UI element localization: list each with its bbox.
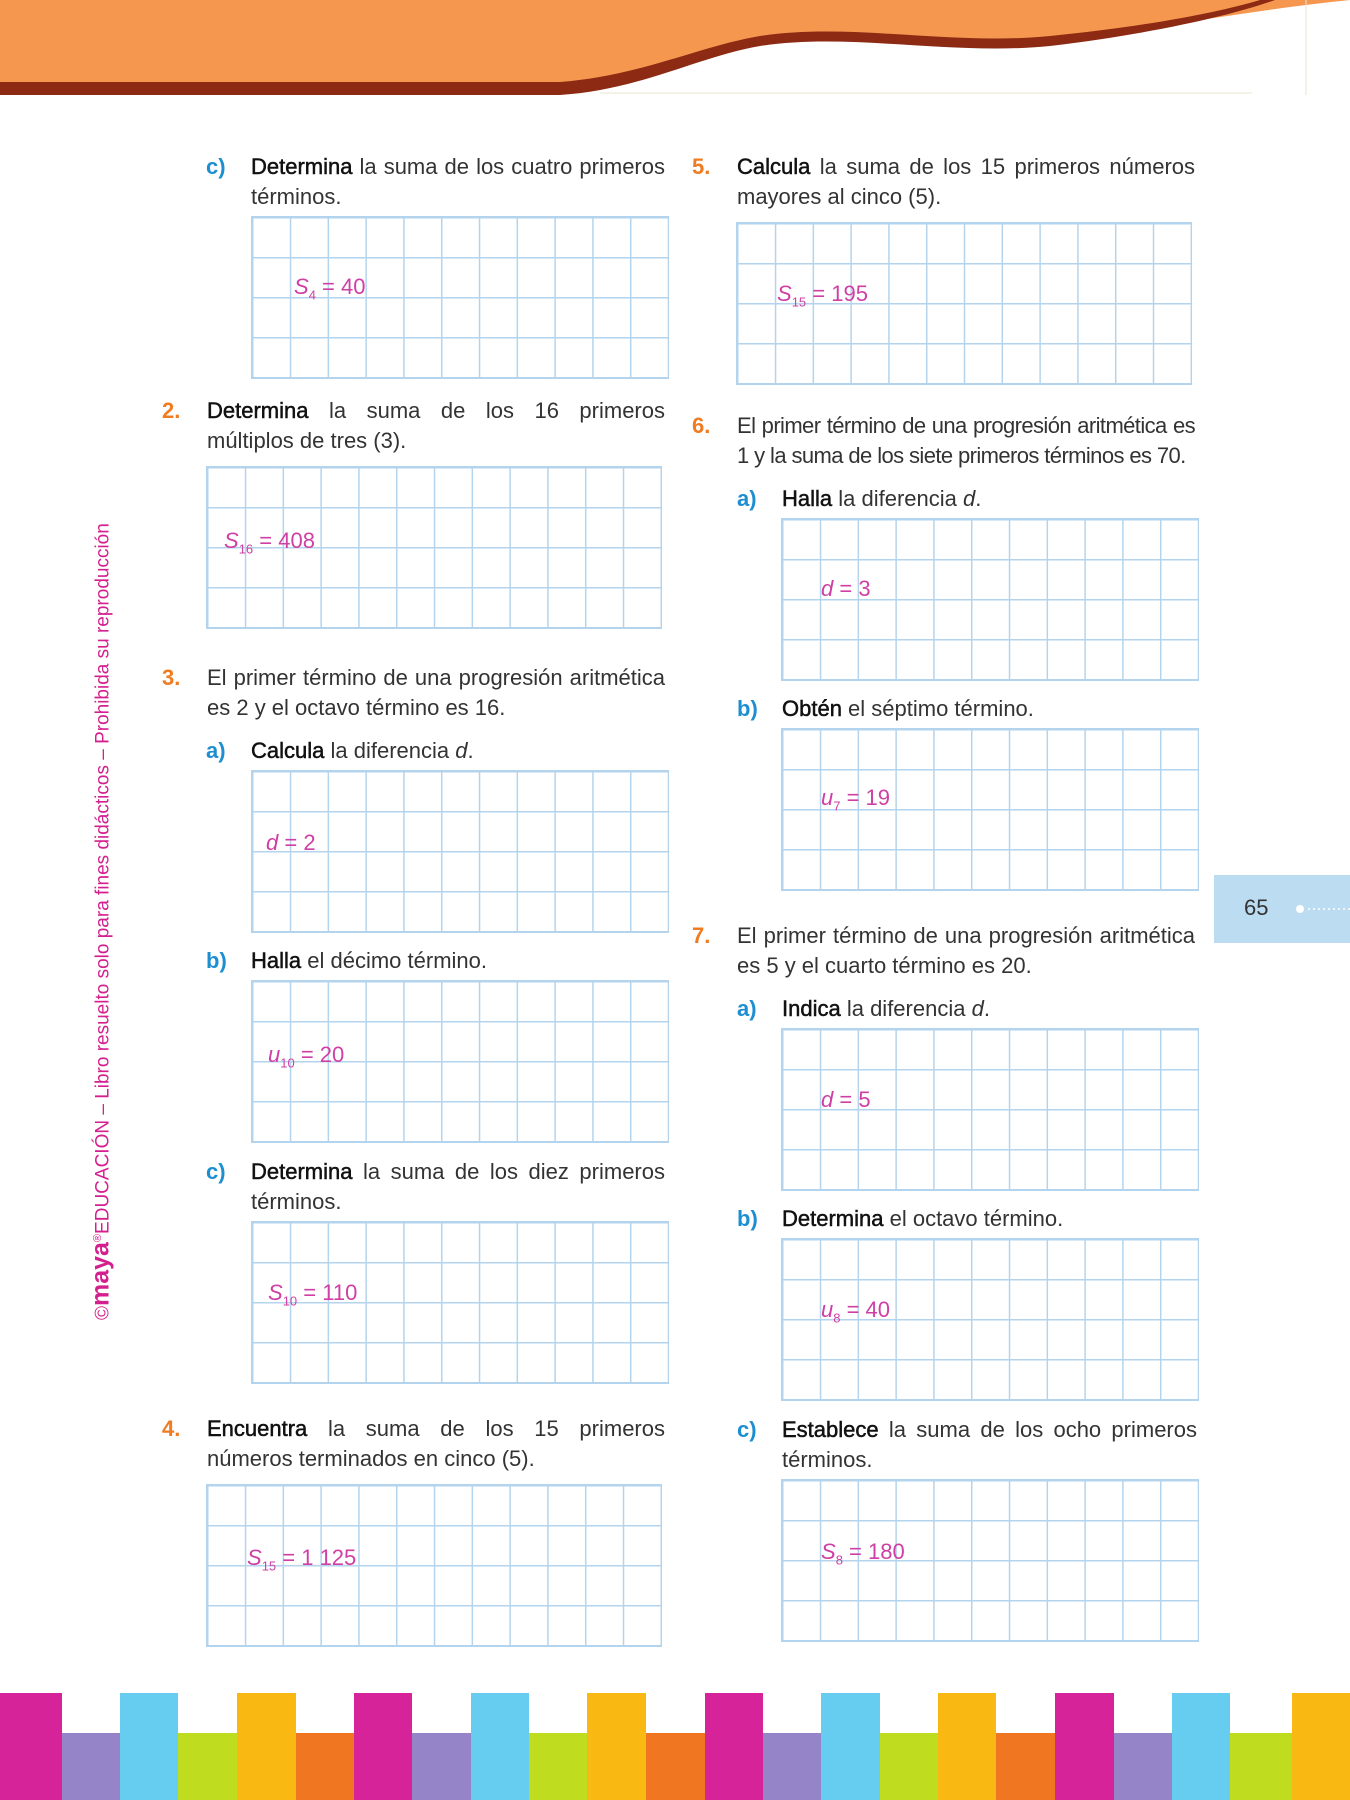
question-text: el décimo término.: [301, 948, 487, 973]
question-number: 7.: [692, 923, 711, 948]
page-number: 65: [1244, 895, 1269, 920]
question-7b: [737, 1204, 1197, 1234]
answer-7b: $u_8 = 40$: [821, 1297, 891, 1326]
question-verb: Obtén: [782, 696, 842, 721]
page-number-tab: [1214, 875, 1350, 943]
copyright-symbol: ©: [92, 1306, 114, 1320]
question-variable: d: [455, 738, 468, 763]
question-verb: Determina: [782, 1206, 884, 1231]
answer-2: $S_{16} = 408$: [224, 528, 315, 557]
header-band: [0, 0, 1350, 100]
question-text: la suma de los 15 primeros números terminados en cinco (5).: [207, 1416, 665, 1471]
question-3: [162, 663, 665, 723]
question-3b: [206, 946, 665, 976]
question-6a: a) Halla la diferencia d.: [737, 484, 1197, 514]
question-number: 4.: [162, 1416, 181, 1441]
question-verb: Determina: [251, 154, 353, 179]
question-text: El primer término de una progresión aritmética es 5 y el cuarto término es 20.: [737, 923, 1195, 978]
brand-logo: maya: [86, 1242, 115, 1306]
question-text: la diferencia: [324, 738, 456, 763]
question-5: [692, 152, 1195, 212]
question-verb: Calcula: [737, 154, 811, 179]
question-number: 6.: [692, 413, 711, 438]
question-verb: Establece: [782, 1417, 879, 1442]
question-verb: Halla: [782, 486, 833, 511]
question-2: [162, 396, 665, 456]
question-6b: [737, 694, 1197, 724]
question-3c: [206, 1157, 665, 1217]
question-verb: Determina: [251, 1159, 353, 1184]
question-1c: [206, 152, 665, 212]
question-6: [692, 411, 1195, 471]
question-text: la suma de los ocho primeros términos.: [782, 1417, 1197, 1472]
answer-6b: $u_7 = 19$: [821, 785, 891, 814]
question-text: el octavo término.: [883, 1206, 1064, 1231]
copyright-side-text: [80, 480, 116, 1320]
answer-3b: $u_{10} = 20$: [268, 1042, 345, 1071]
question-number: 5.: [692, 154, 711, 179]
question-text: el séptimo término.: [841, 696, 1034, 721]
question-text: la suma de los 16 primeros múltiplos de tres (3).: [207, 398, 665, 453]
question-label: c): [206, 1159, 226, 1184]
question-label: a): [206, 738, 226, 763]
dotted-line-icon: [1296, 905, 1350, 913]
question-7: [692, 921, 1195, 981]
answer-3c: $S_{10} = 110$: [268, 1280, 358, 1309]
question-4: [162, 1414, 665, 1474]
question-text: la suma de los 15 primeros números mayores al cinco (5).: [737, 154, 1195, 209]
answer-4: $S_{15} = 1$ 125: [247, 1545, 357, 1574]
question-number: 3.: [162, 665, 181, 690]
question-text: El primer término de una progresión aritmética es 2 y el octavo término es 16.: [207, 665, 665, 720]
question-label: c): [737, 1417, 757, 1442]
question-verb: Halla: [251, 948, 302, 973]
question-number: 2.: [162, 398, 181, 423]
question-label: b): [737, 696, 758, 721]
question-label: b): [206, 948, 227, 973]
question-variable: d: [963, 486, 976, 511]
question-text: la suma de los diez primeros términos.: [251, 1159, 665, 1214]
answer-5: $S_{15} = 195$: [777, 281, 868, 310]
question-verb: Indica: [782, 996, 841, 1021]
bottom-color-band: [0, 1693, 1350, 1800]
question-verb: Calcula: [251, 738, 325, 763]
answer-3a: d = 2: [266, 830, 316, 855]
answer-1c: $S_4 = 40$: [294, 274, 366, 303]
answer-7a: d = 5: [821, 1087, 871, 1112]
question-label: a): [737, 486, 757, 511]
question-label: b): [737, 1206, 758, 1231]
question-verb: Determina: [207, 398, 309, 423]
question-verb: Encuentra: [207, 1416, 308, 1441]
question-7c: [737, 1415, 1197, 1475]
question-label: c): [206, 154, 226, 179]
question-text: la diferencia: [832, 486, 963, 511]
question-3a: a) Calcula la diferencia d.: [206, 736, 665, 766]
question-text: la suma de los cuatro primeros términos.: [251, 154, 665, 209]
question-text: El primer término de una progresión aritmética es 1 y la suma de los siete primeros términos es 70.: [737, 413, 1195, 468]
question-label: a): [737, 996, 757, 1021]
answer-6a: d = 3: [821, 576, 871, 601]
registered-mark: ®: [92, 1233, 104, 1243]
question-text: la diferencia: [840, 996, 972, 1021]
answer-7c: $S_8 = 180$: [821, 1539, 905, 1568]
copyright-text: EDUCACIÓN – Libro resuelto solo para fines didácticos – Prohibida su reproducción: [92, 523, 114, 1234]
question-variable: d: [971, 996, 984, 1021]
question-7a: a) Indica la diferencia d.: [737, 994, 1197, 1024]
